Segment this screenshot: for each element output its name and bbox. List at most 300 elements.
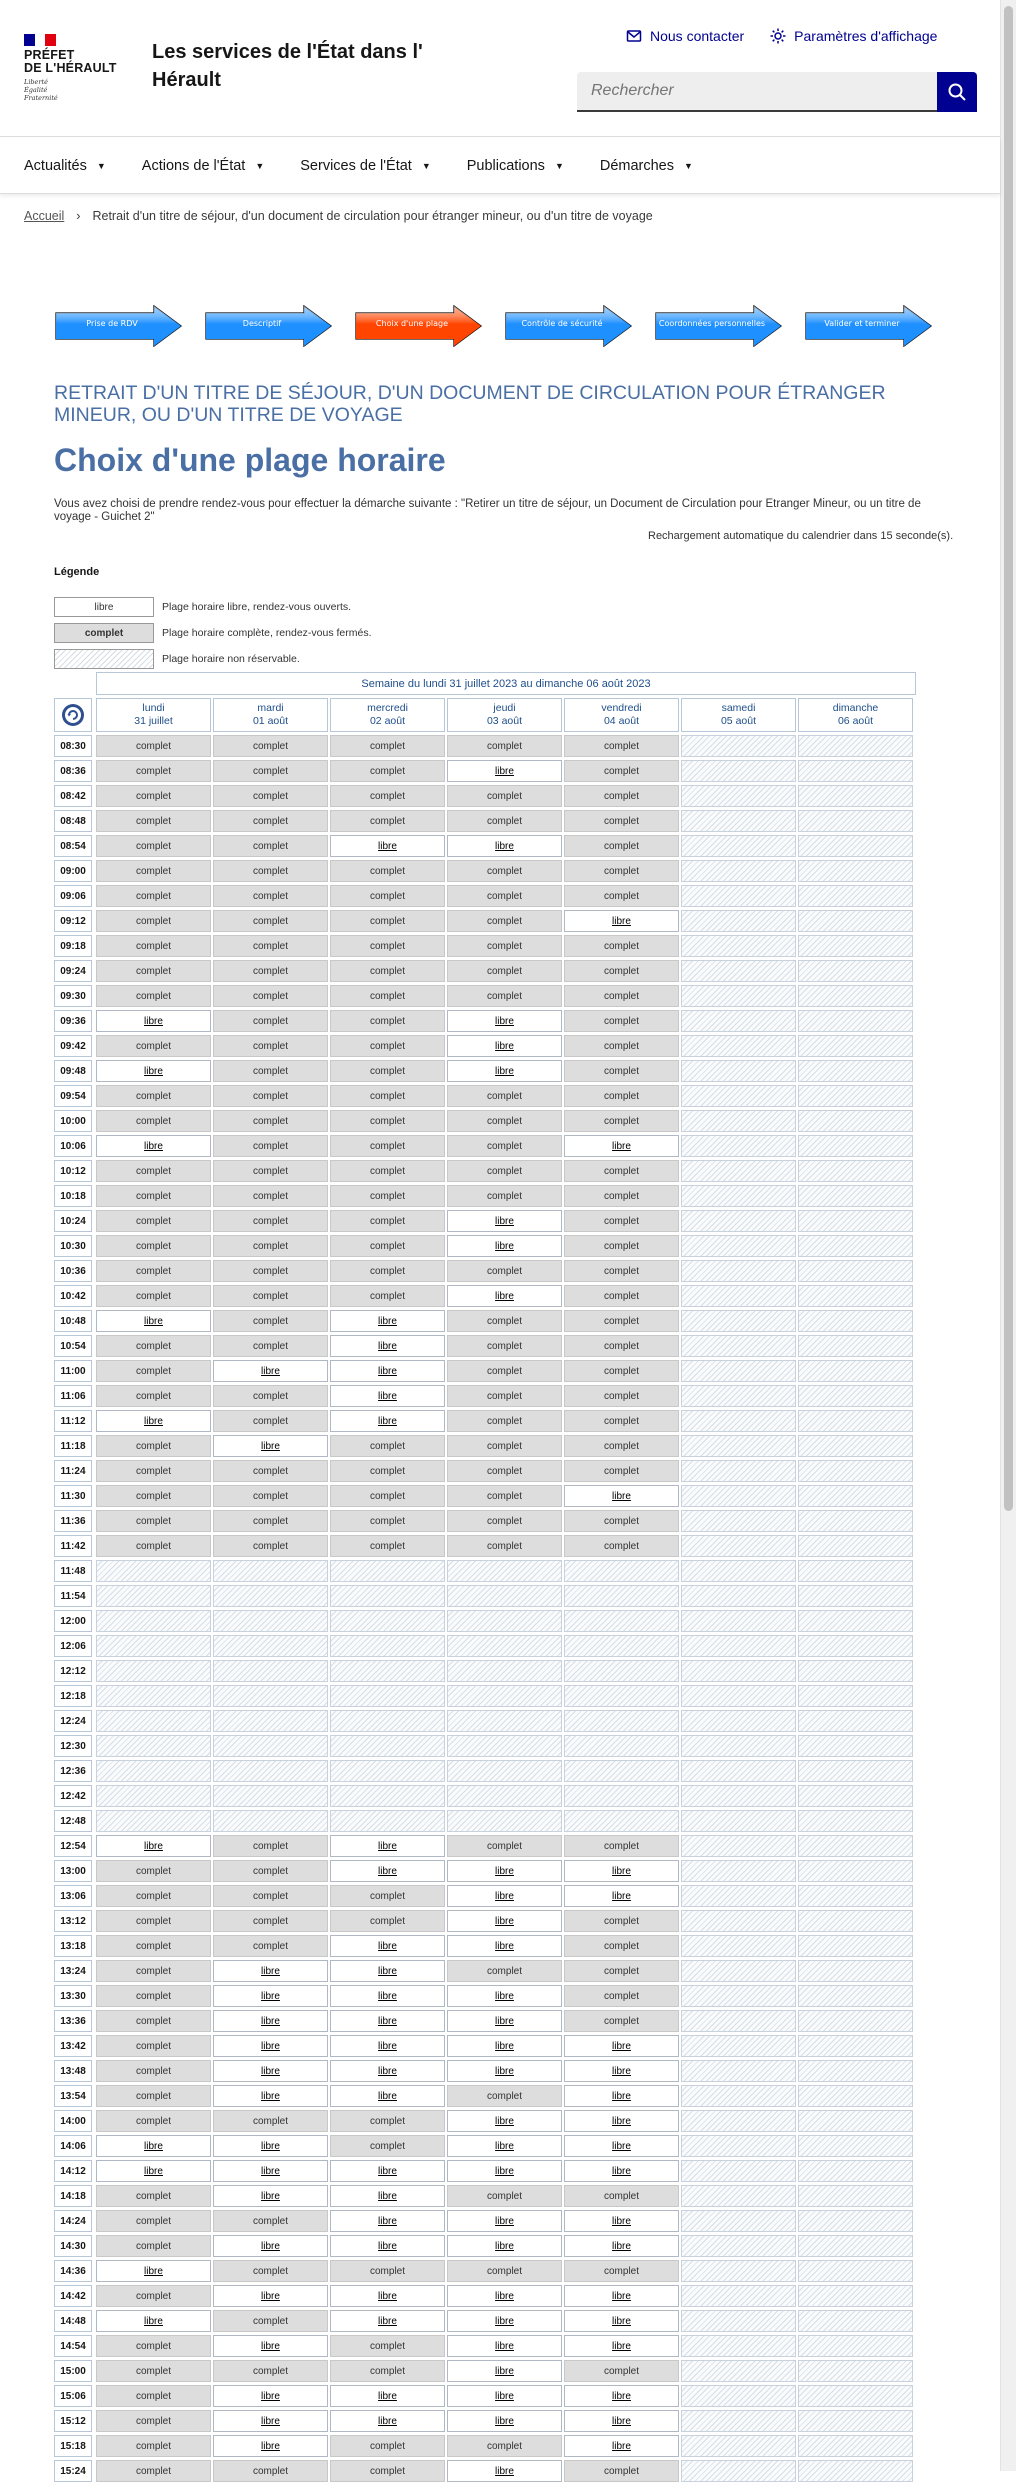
time-slot-row xyxy=(54,810,916,835)
slot-free-link[interactable]: libre xyxy=(447,2135,562,2157)
slot-time: 13:42 xyxy=(54,2035,92,2057)
slot-full: complet xyxy=(330,1510,445,1532)
step-label: Valider et terminer xyxy=(824,319,900,328)
slot-full: complet xyxy=(96,1460,211,1482)
slot-free-link[interactable]: libre xyxy=(330,2010,445,2032)
time-slot-rows xyxy=(54,735,916,2485)
legend-title: Légende xyxy=(54,566,100,578)
slot-free-link[interactable]: libre xyxy=(96,1010,211,1032)
refresh-button[interactable] xyxy=(54,698,92,732)
slot-full: complet xyxy=(96,2435,211,2457)
slot-unavailable xyxy=(330,1585,445,1607)
slot-free-link[interactable]: libre xyxy=(330,2085,445,2107)
slot-full: complet xyxy=(564,1385,679,1407)
slot-unavailable xyxy=(96,1710,211,1732)
slot-unavailable xyxy=(564,1810,679,1832)
slot-unavailable xyxy=(681,2185,796,2207)
slot-free-link[interactable]: libre xyxy=(564,2060,679,2082)
slot-time: 13:30 xyxy=(54,1985,92,2007)
day-header xyxy=(96,698,211,732)
time-slot-row xyxy=(54,2335,916,2360)
slot-free-link[interactable]: libre xyxy=(564,2285,679,2307)
slot-unavailable xyxy=(681,960,796,982)
slot-time: 13:54 xyxy=(54,2085,92,2107)
slot-full: complet xyxy=(96,1160,211,1182)
slot-unavailable xyxy=(798,960,913,982)
slot-full: complet xyxy=(564,1010,679,1032)
slot-full: complet xyxy=(564,1085,679,1107)
slot-free-link[interactable]: libre xyxy=(564,1135,679,1157)
slot-full: complet xyxy=(213,1410,328,1432)
slot-unavailable xyxy=(681,1610,796,1632)
slot-unavailable xyxy=(798,2260,913,2282)
slot-full: complet xyxy=(447,1360,562,1382)
time-slot-row xyxy=(54,2360,916,2385)
slot-free-link[interactable]: libre xyxy=(447,2235,562,2257)
slot-time: 10:24 xyxy=(54,1210,92,1232)
slot-full: complet xyxy=(330,785,445,807)
slot-unavailable xyxy=(798,1935,913,1957)
time-slot-row xyxy=(54,2060,916,2085)
day-header xyxy=(330,698,445,732)
slot-full: complet xyxy=(96,810,211,832)
slot-free-link[interactable]: libre xyxy=(213,2285,328,2307)
slot-unavailable xyxy=(798,885,913,907)
slot-unavailable xyxy=(681,885,796,907)
slot-free-link[interactable]: libre xyxy=(564,2160,679,2182)
slot-full: complet xyxy=(564,810,679,832)
slot-unavailable xyxy=(447,1685,562,1707)
procedure-title: RETRAIT D'UN TITRE DE SÉJOUR, D'UN DOCUMENT DE CIRCULATION POUR ÉTRANGER MINEUR, OU D'UN TITRE DE VOYAGE xyxy=(54,382,886,426)
slot-full: complet xyxy=(96,1985,211,2007)
slot-free-link[interactable]: libre xyxy=(564,1485,679,1507)
breadcrumb-home-link[interactable]: Accueil xyxy=(24,209,65,223)
slot-free-link[interactable]: libre xyxy=(96,2135,211,2157)
prefet-logo[interactable] xyxy=(24,34,124,102)
slot-free-link[interactable]: libre xyxy=(447,2335,562,2357)
slot-unavailable xyxy=(798,1260,913,1282)
slot-free-link[interactable]: libre xyxy=(564,2035,679,2057)
slot-full: complet xyxy=(564,785,679,807)
time-slot-row xyxy=(54,1835,916,1860)
slot-free-link[interactable]: libre xyxy=(447,1285,562,1307)
week-title: Semaine du lundi 31 juillet 2023 au dimanche 06 août 2023 xyxy=(96,672,916,695)
slot-free-link[interactable]: libre xyxy=(447,1060,562,1082)
slot-free-link[interactable]: libre xyxy=(564,2210,679,2232)
slot-free-link[interactable]: libre xyxy=(564,2385,679,2407)
slot-full: complet xyxy=(213,1335,328,1357)
time-slot-row xyxy=(54,935,916,960)
slot-free-link[interactable]: libre xyxy=(330,2185,445,2207)
slot-free-link[interactable]: libre xyxy=(213,2335,328,2357)
slot-full: complet xyxy=(213,860,328,882)
slot-time: 14:18 xyxy=(54,2185,92,2207)
slot-full: complet xyxy=(213,1510,328,1532)
slot-free-link[interactable]: libre xyxy=(213,2085,328,2107)
slot-full: complet xyxy=(213,1885,328,1907)
slot-full: complet xyxy=(330,1110,445,1132)
slot-free-link[interactable]: libre xyxy=(96,1835,211,1857)
slot-free-link[interactable]: libre xyxy=(447,1210,562,1232)
slot-unavailable xyxy=(681,2410,796,2432)
slot-time: 09:48 xyxy=(54,1060,92,1082)
nav-item-actualites[interactable] xyxy=(24,138,106,193)
legend-free-box: libre xyxy=(54,597,154,617)
slot-unavailable xyxy=(330,1685,445,1707)
site-name[interactable]: Les services de l'État dans l' Hérault xyxy=(152,41,423,91)
progress-step xyxy=(54,305,184,345)
slot-time: 09:36 xyxy=(54,1010,92,1032)
slot-full: complet xyxy=(564,1160,679,1182)
progress-step xyxy=(204,305,334,345)
slot-free-link[interactable]: libre xyxy=(330,2235,445,2257)
nav-item-demarches[interactable] xyxy=(600,138,693,193)
slot-unavailable xyxy=(447,1610,562,1632)
slot-free-link[interactable]: libre xyxy=(447,2035,562,2057)
slot-unavailable xyxy=(96,1810,211,1832)
slot-unavailable xyxy=(96,1660,211,1682)
slot-free-link[interactable]: libre xyxy=(330,2160,445,2182)
slot-full: complet xyxy=(564,1960,679,1982)
search-input[interactable] xyxy=(577,72,937,112)
slot-free-link[interactable]: libre xyxy=(564,1885,679,1907)
slot-free-link[interactable]: libre xyxy=(330,1985,445,2007)
slot-full: complet xyxy=(447,1535,562,1557)
slot-unavailable xyxy=(798,835,913,857)
slot-free-link[interactable]: libre xyxy=(330,1860,445,1882)
slot-free-link[interactable]: libre xyxy=(330,1335,445,1357)
slot-full: complet xyxy=(96,1335,211,1357)
contact-link[interactable] xyxy=(626,28,744,44)
slot-full: complet xyxy=(96,1935,211,1957)
slot-free-link[interactable]: libre xyxy=(447,2310,562,2332)
nav-label: Actions de l'État xyxy=(141,157,246,174)
slot-free-link[interactable]: libre xyxy=(564,910,679,932)
legend-none-box xyxy=(54,649,154,669)
slot-unavailable xyxy=(681,1460,796,1482)
slot-free-link[interactable]: libre xyxy=(447,2060,562,2082)
slot-unavailable xyxy=(681,1585,796,1607)
slot-free-link[interactable]: libre xyxy=(330,2285,445,2307)
slot-free-link[interactable]: libre xyxy=(564,2310,679,2332)
time-slot-row xyxy=(54,2385,916,2410)
slot-free-link[interactable]: libre xyxy=(447,2285,562,2307)
contact-label: Nous contacter xyxy=(650,28,745,44)
page-scrollbar[interactable] xyxy=(1000,0,1016,2471)
slot-unavailable xyxy=(681,2335,796,2357)
slot-unavailable xyxy=(96,1735,211,1757)
slot-unavailable xyxy=(798,985,913,1007)
slot-time: 10:06 xyxy=(54,1135,92,1157)
slot-full: complet xyxy=(330,1885,445,1907)
slot-unavailable xyxy=(798,1860,913,1882)
step-label: Contrôle de sécurité xyxy=(521,319,603,328)
slot-full: complet xyxy=(213,1385,328,1407)
slot-unavailable xyxy=(681,2085,796,2107)
slot-unavailable xyxy=(564,1560,679,1582)
slot-free-link[interactable]: libre xyxy=(330,2060,445,2082)
slot-unavailable xyxy=(798,1460,913,1482)
slot-free-link[interactable]: libre xyxy=(213,1435,328,1457)
slot-free-link[interactable]: libre xyxy=(96,2160,211,2182)
slot-unavailable xyxy=(798,2235,913,2257)
slot-free-link[interactable]: libre xyxy=(213,2060,328,2082)
slot-full: complet xyxy=(330,735,445,757)
slot-free-link[interactable]: libre xyxy=(330,2035,445,2057)
slot-full: complet xyxy=(447,1160,562,1182)
slot-full: complet xyxy=(564,985,679,1007)
day-date: 03 août xyxy=(486,715,523,727)
slot-free-link[interactable]: libre xyxy=(213,2160,328,2182)
slot-free-link[interactable]: libre xyxy=(447,2360,562,2382)
time-slot-row xyxy=(54,1685,916,1710)
slot-full: complet xyxy=(564,1285,679,1307)
slot-free-link[interactable]: libre xyxy=(213,2235,328,2257)
nav-item-publications[interactable] xyxy=(467,138,564,193)
nav-item-services[interactable] xyxy=(300,138,431,193)
slot-free-link[interactable]: libre xyxy=(330,1935,445,1957)
slot-unavailable xyxy=(798,1710,913,1732)
slot-free-link[interactable]: libre xyxy=(213,2435,328,2457)
slot-unavailable xyxy=(564,1760,679,1782)
slot-free-link[interactable]: libre xyxy=(447,2460,562,2482)
slot-full: complet xyxy=(447,1135,562,1157)
nav-item-actions[interactable] xyxy=(142,138,264,193)
slot-full: complet xyxy=(213,835,328,857)
slot-free-link[interactable]: libre xyxy=(564,2335,679,2357)
slot-free-link[interactable]: libre xyxy=(213,1985,328,2007)
slot-unavailable xyxy=(330,1735,445,1757)
time-slot-row xyxy=(54,2260,916,2285)
slot-unavailable xyxy=(681,1210,796,1232)
slot-free-link[interactable]: libre xyxy=(447,1035,562,1057)
slot-time: 09:30 xyxy=(54,985,92,1007)
slot-full: complet xyxy=(213,1835,328,1857)
slot-free-link[interactable]: libre xyxy=(96,1310,211,1332)
time-slot-row xyxy=(54,1810,916,1835)
slot-free-link[interactable]: libre xyxy=(564,2410,679,2432)
slot-free-link[interactable]: libre xyxy=(330,2210,445,2232)
slot-free-link[interactable]: libre xyxy=(96,1135,211,1157)
slot-free-link[interactable]: libre xyxy=(330,2410,445,2432)
slot-unavailable xyxy=(681,785,796,807)
slot-full: complet xyxy=(447,1335,562,1357)
slot-full: complet xyxy=(213,1160,328,1182)
motto-line: Fraternité xyxy=(24,94,58,102)
slot-free-link[interactable]: libre xyxy=(564,1860,679,1882)
slot-full: complet xyxy=(213,985,328,1007)
slot-time: 08:48 xyxy=(54,810,92,832)
nav-label: Démarches xyxy=(599,157,674,174)
progress-step xyxy=(504,305,634,345)
slot-unavailable xyxy=(213,1685,328,1707)
site-header xyxy=(0,0,1000,137)
time-slot-row xyxy=(54,2135,916,2160)
slot-free-link[interactable]: libre xyxy=(447,1235,562,1257)
slot-time: 14:12 xyxy=(54,2160,92,2182)
slot-free-link[interactable]: libre xyxy=(330,1960,445,1982)
slot-free-link[interactable]: libre xyxy=(330,2310,445,2332)
slot-unavailable xyxy=(681,860,796,882)
slot-unavailable xyxy=(330,1560,445,1582)
time-slot-row xyxy=(54,2210,916,2235)
slot-free-link[interactable]: libre xyxy=(447,1910,562,1932)
slot-free-link[interactable]: libre xyxy=(96,1410,211,1432)
time-slot-row xyxy=(54,1660,916,1685)
slot-unavailable xyxy=(798,1810,913,1832)
day-date: 02 août xyxy=(369,715,406,727)
slot-full: complet xyxy=(213,2110,328,2132)
slot-unavailable xyxy=(213,1660,328,1682)
slot-unavailable xyxy=(681,1535,796,1557)
slot-unavailable xyxy=(798,760,913,782)
slot-free-link[interactable]: libre xyxy=(447,2385,562,2407)
slot-full: complet xyxy=(447,1185,562,1207)
slot-full: complet xyxy=(96,985,211,1007)
slot-unavailable xyxy=(681,1860,796,1882)
day-date: 04 août xyxy=(603,715,640,727)
slot-full: complet xyxy=(213,960,328,982)
slot-full: complet xyxy=(213,1210,328,1232)
search-button[interactable] xyxy=(937,72,977,112)
slot-free-link[interactable]: libre xyxy=(447,1985,562,2007)
slot-full: complet xyxy=(564,1335,679,1357)
slot-free-link[interactable]: libre xyxy=(330,1835,445,1857)
slot-unavailable xyxy=(681,1235,796,1257)
time-slot-row xyxy=(54,1435,916,1460)
slot-unavailable xyxy=(681,1085,796,1107)
slot-full: complet xyxy=(447,1085,562,1107)
day-name: jeudi xyxy=(493,702,516,714)
slot-free-link[interactable]: libre xyxy=(213,2410,328,2432)
slot-free-link[interactable]: libre xyxy=(213,2385,328,2407)
slot-unavailable xyxy=(798,1335,913,1357)
slot-full: complet xyxy=(213,1485,328,1507)
slot-unavailable xyxy=(798,1635,913,1657)
slot-unavailable xyxy=(798,1885,913,1907)
slot-unavailable xyxy=(798,2310,913,2332)
slot-unavailable xyxy=(798,2060,913,2082)
slot-free-link[interactable]: libre xyxy=(447,1885,562,1907)
slot-free-link[interactable]: libre xyxy=(213,2185,328,2207)
slot-free-link[interactable]: libre xyxy=(330,1385,445,1407)
slot-time: 13:36 xyxy=(54,2010,92,2032)
slot-unavailable xyxy=(96,1560,211,1582)
slot-free-link[interactable]: libre xyxy=(564,2085,679,2107)
slot-free-link[interactable]: libre xyxy=(330,835,445,857)
slot-unavailable xyxy=(447,1735,562,1757)
slot-unavailable xyxy=(681,1010,796,1032)
slot-free-link[interactable]: libre xyxy=(330,2385,445,2407)
slot-free-link[interactable]: libre xyxy=(447,760,562,782)
slot-full: complet xyxy=(330,935,445,957)
slot-full: complet xyxy=(96,2410,211,2432)
slot-unavailable xyxy=(681,1385,796,1407)
reload-countdown: Rechargement automatique du calendrier dans 15 seconde(s). xyxy=(648,530,954,542)
slot-time: 14:48 xyxy=(54,2310,92,2332)
slot-unavailable xyxy=(681,1435,796,1457)
slot-full: complet xyxy=(564,1835,679,1857)
slot-unavailable xyxy=(681,1060,796,1082)
slot-unavailable xyxy=(681,2460,796,2482)
slot-free-link[interactable]: libre xyxy=(330,1360,445,1382)
slot-full: complet xyxy=(213,1010,328,1032)
slot-unavailable xyxy=(681,835,796,857)
header-tools xyxy=(626,28,937,44)
legend-full-row xyxy=(54,623,372,643)
slot-free-link[interactable]: libre xyxy=(213,2010,328,2032)
display-settings-button[interactable] xyxy=(770,28,937,44)
slot-free-link[interactable]: libre xyxy=(447,2010,562,2032)
slot-free-link[interactable]: libre xyxy=(330,1410,445,1432)
slot-time: 10:18 xyxy=(54,1185,92,1207)
slot-unavailable xyxy=(681,1310,796,1332)
slot-free-link[interactable]: libre xyxy=(564,2235,679,2257)
slot-free-link[interactable]: libre xyxy=(213,1960,328,1982)
slot-unavailable xyxy=(564,1685,679,1707)
slot-free-link[interactable]: libre xyxy=(213,1360,328,1382)
slot-unavailable xyxy=(681,2285,796,2307)
slot-free-link[interactable]: libre xyxy=(564,2135,679,2157)
slot-full: complet xyxy=(213,910,328,932)
slot-free-link[interactable]: libre xyxy=(564,2110,679,2132)
slot-free-link[interactable]: libre xyxy=(447,835,562,857)
slot-full: complet xyxy=(330,860,445,882)
time-slot-row xyxy=(54,1060,916,1085)
slot-unavailable xyxy=(330,1710,445,1732)
slot-unavailable xyxy=(798,1085,913,1107)
slot-unavailable xyxy=(681,1660,796,1682)
slot-free-link[interactable]: libre xyxy=(96,2310,211,2332)
slot-unavailable xyxy=(681,1410,796,1432)
slot-full: complet xyxy=(96,1485,211,1507)
slot-free-link[interactable]: libre xyxy=(96,2260,211,2282)
slot-full: complet xyxy=(330,2335,445,2357)
slot-time: 13:18 xyxy=(54,1935,92,1957)
slot-full: complet xyxy=(96,1385,211,1407)
slot-full: complet xyxy=(564,885,679,907)
slot-free-link[interactable]: libre xyxy=(447,2110,562,2132)
slot-unavailable xyxy=(681,1885,796,1907)
time-slot-row xyxy=(54,960,916,985)
slot-free-link[interactable]: libre xyxy=(447,2410,562,2432)
slot-full: complet xyxy=(330,1910,445,1932)
slot-free-link[interactable]: libre xyxy=(213,2135,328,2157)
slot-unavailable xyxy=(681,1935,796,1957)
slot-time: 15:12 xyxy=(54,2410,92,2432)
slot-full: complet xyxy=(96,2385,211,2407)
slot-free-link[interactable]: libre xyxy=(96,1060,211,1082)
slot-free-link[interactable]: libre xyxy=(447,1010,562,1032)
slot-full: complet xyxy=(447,1385,562,1407)
slot-free-link[interactable]: libre xyxy=(447,2210,562,2232)
slot-full: complet xyxy=(96,1435,211,1457)
slot-free-link[interactable]: libre xyxy=(447,1935,562,1957)
slot-free-link[interactable]: libre xyxy=(564,2435,679,2457)
scrollbar-thumb[interactable] xyxy=(1004,6,1013,1511)
slot-free-link[interactable]: libre xyxy=(330,1310,445,1332)
slot-time: 14:42 xyxy=(54,2285,92,2307)
slot-free-link[interactable]: libre xyxy=(447,1860,562,1882)
time-slot-row xyxy=(54,2085,916,2110)
slot-unavailable xyxy=(798,860,913,882)
slot-full: complet xyxy=(330,2135,445,2157)
slot-unavailable xyxy=(798,1760,913,1782)
slot-full: complet xyxy=(213,1035,328,1057)
slot-free-link[interactable]: libre xyxy=(213,2035,328,2057)
slot-full: complet xyxy=(447,860,562,882)
slot-free-link[interactable]: libre xyxy=(447,2160,562,2182)
